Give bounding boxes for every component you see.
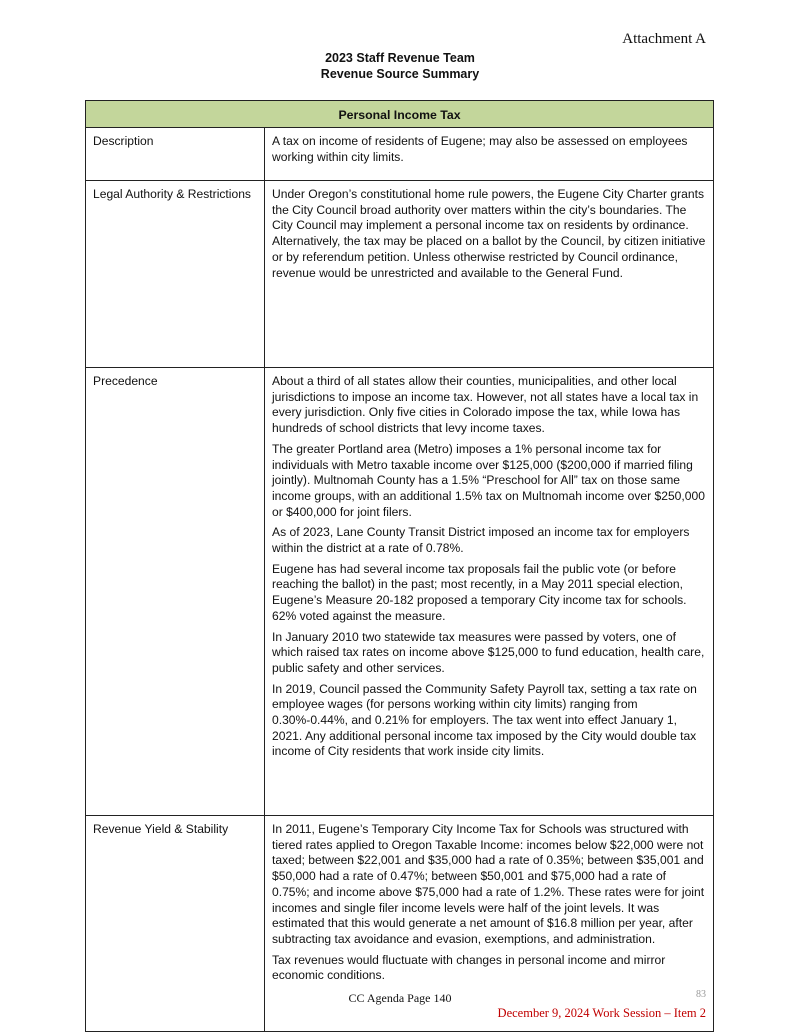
row-label-revenue-yield: Revenue Yield & Stability [86,816,265,1032]
table-header-row [86,101,714,128]
document-title [0,50,800,82]
paragraph: Eugene has had several income tax proposals fail the public vote (or before reaching the ballot) in the past; most recently, in a May 2011 special election, Eugene’s Measure 20-182 proposed a temporary City income tax for schools. 62% voted against the measure. [272,561,687,623]
row-label-precedence: Precedence [86,368,265,816]
paragraph: Tax revenues would fluctuate with changes in personal income and mirror economic conditions. [272,952,666,983]
paragraph: As of 2023, Lane County Transit District imposed an income tax for employers within the district at a rate of 0.78%. [272,525,690,556]
table-row [86,128,714,181]
title-line-2: Revenue Source Summary [320,67,480,81]
paragraph: The greater Portland area (Metro) imposes a 1% personal income tax for individuals with Metro taxable income over $125,000 ($200,000 if married filing jointly). Multnomah County has a 1.5% “Preschool for All” tax on those same income groups, with an additional 1.5% tax on Multnomah income over $250,000 or $400,000 for joint filers. [272,441,705,519]
row-label-description: Description [86,128,265,181]
paragraph: About a third of all states allow their counties, municipalities, and other local jurisdictions to impose an income tax. However, not all states have a local tax in every jurisdiction. Only five cities in Colorado impose the tax, while Iowa has hundreds of school districts that levy income taxes. [272,374,699,436]
paragraph: In January 2010 two statewide tax measures were passed by voters, one of which raised tax rates on income above $125,000 to fund education, health care, public safety and other services. [272,629,705,675]
agenda-page-footer: CC Agenda Page 140 [348,991,452,1005]
attachment-label: Attachment A [622,31,706,47]
row-content-description [265,128,714,181]
row-content-legal-authority [265,181,714,368]
paragraph: In 2019, Council passed the Community Safety Payroll tax, setting a tax rate on employee wages (for persons working within city limits) ranging from 0.30%-0.44%, and 0.21% for employers. The tax went into effect January 1, 2021. Any additional personal income tax imposed by the City would double tax income of City residents that work inside city limits. [272,681,697,759]
paragraph: Under Oregon’s constitutional home rule powers, the Eugene City Charter grants the City Council broad authority over matters within the city’s boundaries. The City Council may implement a personal income tax on residents by ordinance. Alternatively, the tax may be placed on a ballot by the Council, by citizen initiative or by referendum petition. Unless otherwise restricted by Council ordinance, revenue would be unrestricted and available to the General Fund. [272,187,706,280]
revenue-summary-table [85,100,714,1032]
work-session-note: December 9, 2024 Work Session – Item 2 [497,1006,706,1020]
table-row [86,181,714,368]
row-label-legal-authority: Legal Authority & Restrictions [86,181,265,368]
page-number: 83 [696,989,706,1000]
paragraph: In 2011, Eugene’s Temporary City Income Tax for Schools was structured with tiered rates applied to Oregon Taxable Income: incomes below $22,000 were not taxed; between $22,001 and $35,000 had a rate of 0.35%; between $35,001 and $50,000 had a rate of 0.47%; between $50,001 and $75,000 had a rate of 0.75%; and income above $75,000 had a rate of 1.2%. These rates were for joint incomes and single filer income levels were half of the joint levels. It was estimated that this would generate a net amount of $16.8 million per year, after subtracting tax avoidance and evasion, exemptions, and administration. [272,822,705,946]
paragraph: A tax on income of residents of Eugene; may also be assessed on employees working within city limits. [272,134,688,164]
table-row [86,368,714,816]
table-header: Personal Income Tax [86,101,714,128]
title-line-1: 2023 Staff Revenue Team [325,51,475,65]
row-content-precedence [265,368,714,816]
